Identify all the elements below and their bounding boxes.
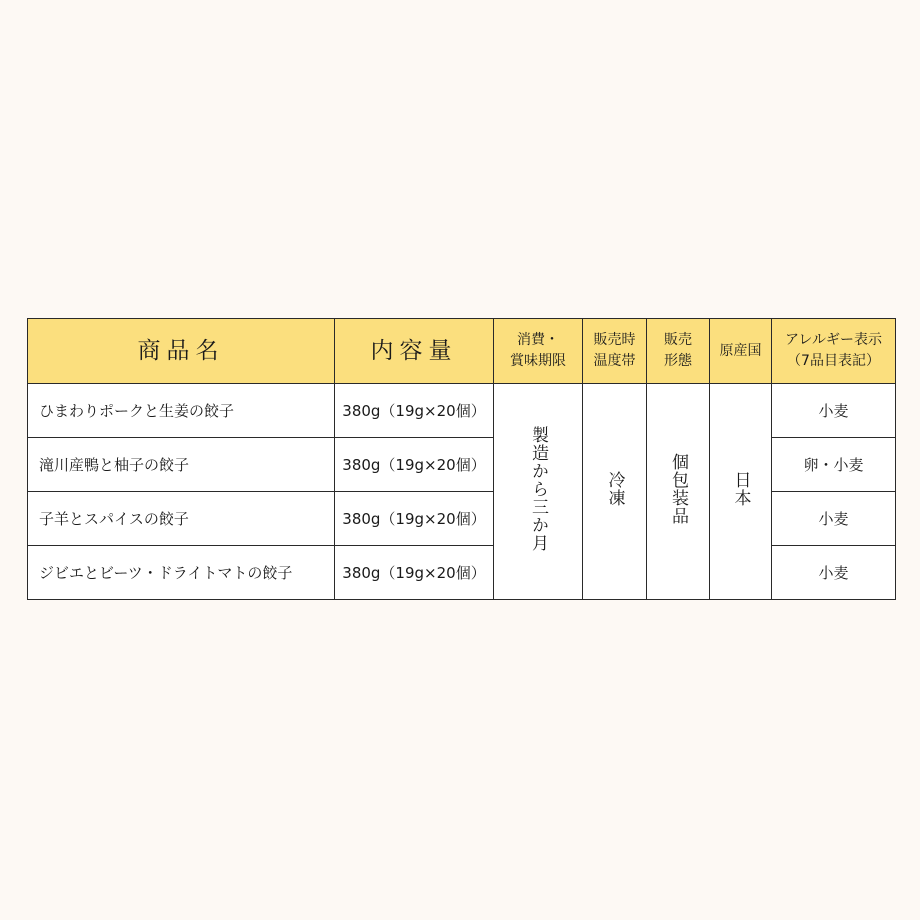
content-amount-cell: 380g（19g×20個）: [335, 546, 494, 600]
allergen-cell: 小麦: [772, 546, 896, 600]
content-amount-cell: 380g（19g×20個）: [335, 438, 494, 492]
origin-text: 日本: [730, 470, 751, 507]
expiry-text: 製造から三か月: [528, 425, 548, 552]
header-row: [28, 319, 896, 384]
header-temperature-line2: 温度帯: [593, 353, 636, 369]
temperature-text: 冷凍: [604, 470, 625, 507]
header-allergen-line2: （7品目表記）: [787, 353, 880, 369]
header-temperature: [583, 319, 647, 384]
header-allergen-line1: アレルギー表示: [784, 332, 883, 348]
content-amount-cell: 380g（19g×20個）: [335, 384, 494, 438]
product-name-cell: 子羊とスパイスの餃子: [28, 492, 335, 546]
header-content-amount: 内容量: [335, 319, 494, 384]
sales-form-cell: [647, 384, 710, 600]
header-origin: 原産国: [710, 319, 772, 384]
allergen-cell: 小麦: [772, 492, 896, 546]
allergen-cell: 卵・小麦: [772, 438, 896, 492]
header-sales-form-line1: 販売: [664, 332, 692, 348]
header-temperature-line1: 販売時: [593, 332, 636, 348]
header-expiry-line1: 消費・: [517, 332, 559, 348]
header-product-name: 商品名: [28, 319, 335, 384]
product-name-cell: 滝川産鴨と柚子の餃子: [28, 438, 335, 492]
product-spec-table: [27, 318, 896, 600]
table-row: [28, 384, 896, 438]
temperature-cell: [583, 384, 647, 600]
sales-form-text: 個包装品: [668, 452, 688, 525]
expiry-cell: [494, 384, 583, 600]
product-name-cell: ジビエとビーツ・ドライトマトの餃子: [28, 546, 335, 600]
header-expiry-line2: 賞味期限: [510, 353, 566, 369]
header-sales-form-line2: 形態: [664, 353, 692, 369]
product-name-cell: ひまわりポークと生姜の餃子: [28, 384, 335, 438]
content-amount-cell: 380g（19g×20個）: [335, 492, 494, 546]
header-allergen: [772, 319, 896, 384]
header-expiry: [494, 319, 583, 384]
header-sales-form: [647, 319, 710, 384]
allergen-cell: 小麦: [772, 384, 896, 438]
origin-cell: [710, 384, 772, 600]
